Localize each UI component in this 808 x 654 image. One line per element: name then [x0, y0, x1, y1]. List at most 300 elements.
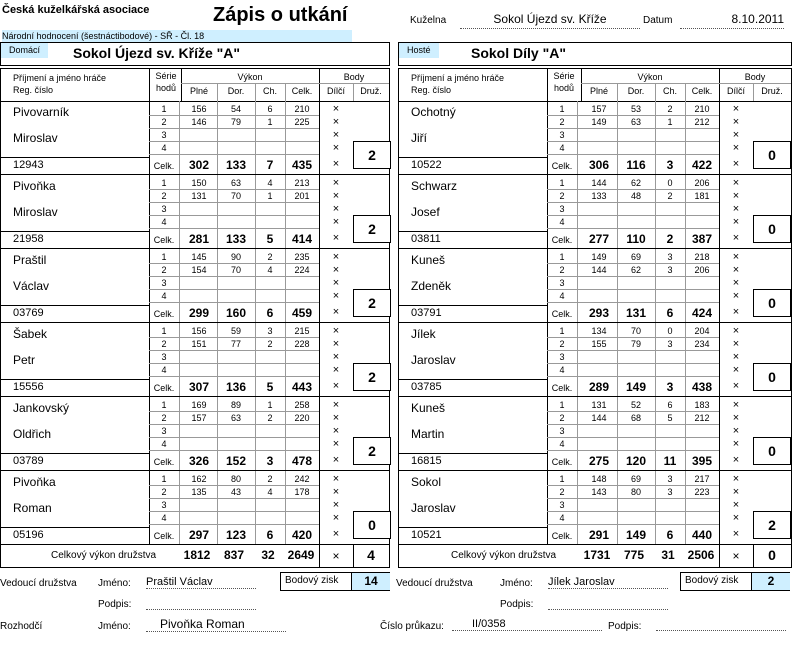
home-series-num: 4 — [161, 217, 167, 227]
home-series-dor: 54 — [230, 104, 241, 114]
guest-player-block — [399, 397, 791, 471]
guest-dilci-x: × — [732, 290, 740, 302]
guest-series-plne: 149 — [591, 117, 607, 127]
guest-celk-label: Celk. — [551, 161, 573, 171]
guest-dilci-x: × — [732, 158, 740, 170]
guest-player-first: Jiří — [411, 131, 427, 145]
home-team-box — [0, 42, 390, 66]
home-series-celk: 210 — [294, 104, 310, 114]
home-player-reg: 05196 — [13, 529, 44, 541]
home-player-last: Praštil — [13, 253, 47, 267]
home-dilci-x: × — [332, 264, 340, 276]
guest-series-plne: 144 — [591, 265, 607, 275]
home-series-num: 3 — [161, 204, 167, 214]
guest-team-name: Sokol Díly "A" — [471, 45, 566, 61]
referee-signature-field — [656, 618, 786, 631]
guest-total-celk: 438 — [691, 380, 713, 394]
home-dilci-x: × — [332, 232, 340, 244]
home-total-celk: 435 — [291, 158, 313, 172]
home-series-celk: 228 — [294, 339, 310, 349]
guest-total-celk: 424 — [691, 306, 713, 320]
home-series-dor: 63 — [230, 413, 241, 423]
home-player-block — [1, 397, 389, 471]
guest-series-dor: 68 — [630, 413, 641, 423]
guest-player-first: Jaroslav — [411, 353, 456, 367]
referee-card: II/0358 — [452, 618, 602, 631]
home-player-last: Pivoňka — [13, 475, 56, 489]
guest-player-first: Martin — [411, 427, 445, 441]
home-dilci-x: × — [332, 325, 340, 337]
home-series-ch: 2 — [267, 252, 273, 262]
home-dilci-x: × — [332, 129, 340, 141]
guest-series-plne: 143 — [591, 487, 607, 497]
guest-series-celk: 234 — [694, 339, 710, 349]
home-sum-dor: 837 — [223, 548, 245, 562]
guest-player-block — [399, 175, 791, 249]
home-total-celk: 414 — [291, 232, 313, 246]
guest-dilci-x: × — [732, 264, 740, 276]
guest-total-plne: 306 — [588, 158, 610, 172]
home-player-reg: 15556 — [13, 381, 44, 393]
guest-summary-label: Celkový výkon družstva — [451, 550, 557, 561]
home-dilci-x: × — [332, 351, 340, 363]
home-total-celk: 459 — [291, 306, 313, 320]
guest-series-dor: 70 — [630, 326, 641, 336]
guest-series-ch: 5 — [667, 413, 673, 423]
home-series-plne: 146 — [191, 117, 207, 127]
home-col-celk: Celk. — [291, 86, 313, 96]
guest-bodovy-value: 2 — [751, 573, 790, 590]
guest-player-first: Zdeněk — [411, 279, 452, 293]
home-total-ch: 5 — [266, 232, 274, 246]
home-series-celk: 235 — [294, 252, 310, 262]
guest-dilci-x: × — [732, 364, 740, 376]
guest-dilci-x: × — [732, 351, 740, 363]
home-player-points: 2 — [353, 363, 391, 391]
home-celk-label: Celk. — [153, 235, 175, 245]
guest-series-plne: 155 — [591, 339, 607, 349]
guest-player-last: Jílek — [411, 327, 436, 341]
guest-series-num: 4 — [559, 217, 565, 227]
home-player-reg: 12943 — [13, 159, 44, 171]
guest-total-ch: 2 — [666, 232, 674, 246]
home-col-reg: Reg. číslo — [13, 85, 54, 95]
home-series-ch: 2 — [267, 413, 273, 423]
referee-label: Rozhodčí — [0, 621, 43, 632]
guest-total-dor: 131 — [625, 306, 647, 320]
home-dilci-x: × — [332, 203, 340, 215]
guest-dilci-x: × — [732, 190, 740, 202]
guest-total-dor: 116 — [626, 158, 646, 172]
home-dilci-x: × — [332, 277, 340, 289]
guest-series-ch: 3 — [667, 339, 673, 349]
guest-player-points: 0 — [753, 215, 791, 243]
home-series-num: 1 — [161, 326, 167, 336]
home-dilci-x: × — [332, 116, 340, 128]
home-dilci-x: × — [332, 158, 340, 170]
home-celk-label: Celk. — [153, 161, 175, 171]
home-player-reg: 03769 — [13, 307, 44, 319]
guest-total-dor: 149 — [625, 380, 647, 394]
home-dilci-x: × — [332, 486, 340, 498]
guest-series-ch: 6 — [667, 400, 673, 410]
home-dilci-x: × — [332, 412, 340, 424]
home-player-last: Šabek — [13, 327, 48, 341]
guest-series-celk: 206 — [694, 265, 710, 275]
guest-player-points: 2 — [753, 511, 791, 539]
guest-dilci-x: × — [732, 499, 740, 511]
guest-dilci-x: × — [732, 232, 740, 244]
home-series-dor: 43 — [230, 487, 241, 497]
home-player-block — [1, 471, 389, 545]
guest-total-plne: 291 — [588, 528, 610, 542]
referee-name: Pivoňka Roman — [146, 617, 286, 632]
home-series-plne: 154 — [191, 265, 207, 275]
guest-series-num: 3 — [559, 426, 565, 436]
home-series-plne: 156 — [191, 104, 207, 114]
home-series-num: 1 — [161, 400, 167, 410]
home-dilci-x: × — [332, 216, 340, 228]
home-sum-ch: 32 — [261, 548, 275, 562]
home-series-plne: 156 — [191, 326, 207, 336]
home-dilci-x: × — [332, 499, 340, 511]
guest-player-reg: 03791 — [411, 307, 442, 319]
guest-sum-x: × — [732, 549, 740, 563]
guest-player-reg: 10522 — [411, 159, 442, 171]
home-series-ch: 1 — [267, 117, 273, 127]
home-col-dilci: Dílčí — [327, 86, 345, 96]
guest-total-plne: 289 — [588, 380, 610, 394]
home-tag: Domácí — [1, 43, 48, 58]
guest-bodovy-box — [680, 572, 790, 591]
guest-col-ch: Ch. — [662, 86, 677, 96]
home-player-block — [1, 323, 389, 397]
date-value: 8.10.2011 — [680, 12, 784, 29]
home-dilci-x: × — [332, 190, 340, 202]
guest-series-plne: 133 — [591, 191, 607, 201]
home-dilci-x: × — [332, 306, 340, 318]
home-series-num: 3 — [161, 500, 167, 510]
home-series-celk: 220 — [294, 413, 310, 423]
home-series-num: 4 — [161, 439, 167, 449]
home-series-dor: 90 — [230, 252, 241, 262]
home-col-vykon: Výkon — [237, 72, 263, 82]
home-player-block — [1, 249, 389, 323]
referee-card-label: Číslo průkazu: — [380, 621, 444, 632]
home-total-ch: 3 — [266, 454, 274, 468]
date-label: Datum — [643, 15, 673, 26]
guest-series-celk: 218 — [694, 252, 710, 262]
guest-series-dor: 69 — [630, 252, 641, 262]
home-celk-label: Celk. — [153, 383, 175, 393]
home-player-first: Petr — [13, 353, 36, 367]
guest-series-num: 4 — [559, 143, 565, 153]
guest-player-first: Josef — [411, 205, 440, 219]
home-celk-label: Celk. — [153, 309, 175, 319]
home-col-player: Příjmení a jméno hráče — [13, 73, 107, 83]
home-sum-x: × — [332, 549, 340, 563]
guest-series-celk: 204 — [694, 326, 710, 336]
home-series-dor: 59 — [230, 326, 241, 336]
guest-series-celk: 212 — [694, 413, 710, 423]
home-series-ch: 2 — [267, 339, 273, 349]
home-series-plne: 157 — [191, 413, 207, 423]
guest-total-ch: 11 — [663, 454, 677, 468]
guest-series-plne: 149 — [591, 252, 607, 262]
home-header — [1, 69, 389, 102]
guest-total-plne: 277 — [588, 232, 610, 246]
home-col-series1: Série — [155, 71, 177, 81]
guest-series-plne: 144 — [591, 413, 607, 423]
home-player-first: Václav — [13, 279, 50, 293]
home-dilci-x: × — [332, 103, 340, 115]
home-podpis-label: Podpis: — [98, 599, 132, 610]
guest-dilci-x: × — [732, 380, 740, 392]
home-series-plne: 131 — [191, 191, 207, 201]
guest-dilci-x: × — [732, 177, 740, 189]
home-total-dor: 123 — [225, 528, 247, 542]
home-series-celk: 224 — [294, 265, 310, 275]
guest-player-last: Kuneš — [411, 401, 446, 415]
guest-player-block — [399, 471, 791, 545]
guest-col-series1: Série — [553, 71, 575, 81]
home-leader-label: Vedoucí družstva — [0, 578, 77, 589]
home-series-ch: 4 — [267, 178, 273, 188]
home-bodovy-label: Bodový zisk — [285, 575, 339, 586]
home-series-dor: 89 — [230, 400, 241, 410]
rating-subtitle: Národní hodnocení (šestnáctibodové) - SŘ - Čl. 18 — [2, 30, 352, 43]
guest-series-celk: 210 — [694, 104, 710, 114]
guest-series-dor: 69 — [630, 474, 641, 484]
home-player-first: Oldřich — [13, 427, 52, 441]
guest-player-block — [399, 249, 791, 323]
referee-jmeno-label: Jméno: — [98, 621, 131, 632]
home-team-name: Sokol Újezd sv. Kříže "A" — [73, 45, 241, 61]
guest-dilci-x: × — [732, 338, 740, 350]
home-series-num: 2 — [161, 117, 167, 127]
home-series-num: 2 — [161, 487, 167, 497]
home-total-ch: 7 — [266, 158, 274, 172]
guest-series-ch: 0 — [667, 326, 673, 336]
home-series-plne: 169 — [191, 400, 207, 410]
home-dilci-x: × — [332, 425, 340, 437]
guest-bodovy-label: Bodový zisk — [685, 575, 739, 586]
home-player-points: 2 — [353, 437, 391, 465]
guest-dilci-x: × — [732, 116, 740, 128]
home-series-num: 2 — [161, 339, 167, 349]
referee-podpis-label: Podpis: — [608, 621, 642, 632]
guest-total-dor: 110 — [626, 232, 646, 246]
guest-celk-label: Celk. — [551, 457, 573, 467]
home-total-plne: 326 — [188, 454, 210, 468]
home-series-plne: 135 — [191, 487, 207, 497]
guest-dilci-x: × — [732, 399, 740, 411]
guest-series-celk: 217 — [694, 474, 710, 484]
guest-total-ch: 3 — [666, 158, 674, 172]
home-leader-name: Praštil Václav — [146, 576, 256, 589]
guest-col-dilci: Dílčí — [727, 86, 745, 96]
home-player-block — [1, 101, 389, 175]
home-series-dor: 63 — [230, 178, 241, 188]
guest-tag: Hosté — [399, 43, 439, 58]
home-series-ch: 4 — [267, 487, 273, 497]
guest-col-body: Body — [744, 72, 766, 82]
home-series-celk: 215 — [294, 326, 310, 336]
guest-series-num: 3 — [559, 352, 565, 362]
guest-series-num: 2 — [559, 265, 565, 275]
guest-player-reg: 10521 — [411, 529, 442, 541]
home-panel — [0, 68, 390, 546]
home-celk-label: Celk. — [153, 531, 175, 541]
home-player-reg: 03789 — [13, 455, 44, 467]
home-series-plne: 150 — [191, 178, 207, 188]
guest-series-ch: 3 — [667, 487, 673, 497]
home-series-dor: 77 — [230, 339, 241, 349]
home-player-first: Miroslav — [13, 205, 58, 219]
guest-player-block — [399, 101, 791, 175]
guest-dilci-x: × — [732, 142, 740, 154]
home-bodovy-value: 14 — [351, 573, 390, 590]
guest-total-celk: 422 — [691, 158, 713, 172]
home-total-dor: 136 — [225, 380, 247, 394]
guest-series-ch: 2 — [667, 104, 673, 114]
guest-celk-label: Celk. — [551, 235, 573, 245]
home-series-celk: 242 — [294, 474, 310, 484]
home-dilci-x: × — [332, 399, 340, 411]
home-sum-celk: 2649 — [287, 548, 315, 562]
guest-sum-plne: 1731 — [583, 548, 611, 562]
home-series-ch: 3 — [267, 326, 273, 336]
guest-series-num: 1 — [559, 474, 565, 484]
home-col-druz: Druž. — [360, 86, 382, 96]
guest-sum-celk: 2506 — [687, 548, 715, 562]
guest-player-first: Jaroslav — [411, 501, 456, 515]
guest-series-celk: 206 — [694, 178, 710, 188]
guest-col-vykon: Výkon — [637, 72, 663, 82]
guest-series-num: 3 — [559, 204, 565, 214]
guest-series-plne: 148 — [591, 474, 607, 484]
home-series-celk: 225 — [294, 117, 310, 127]
guest-series-num: 3 — [559, 278, 565, 288]
home-series-dor: 80 — [230, 474, 241, 484]
home-dilci-x: × — [332, 438, 340, 450]
guest-leader-label: Vedoucí družstva — [396, 578, 473, 589]
guest-total-plne: 275 — [588, 454, 610, 468]
home-player-points: 2 — [353, 289, 391, 317]
home-sum-pts: 4 — [367, 547, 375, 563]
guest-dilci-x: × — [732, 325, 740, 337]
home-dilci-x: × — [332, 142, 340, 154]
guest-series-ch: 3 — [667, 252, 673, 262]
home-series-num: 4 — [161, 513, 167, 523]
home-total-celk: 478 — [291, 454, 313, 468]
guest-series-dor: 79 — [630, 339, 641, 349]
guest-player-reg: 03785 — [411, 381, 442, 393]
home-series-ch: 1 — [267, 400, 273, 410]
home-player-last: Pivovarník — [13, 105, 70, 119]
home-celk-label: Celk. — [153, 457, 175, 467]
guest-sum-ch: 31 — [661, 548, 675, 562]
guest-dilci-x: × — [732, 103, 740, 115]
home-series-celk: 213 — [294, 178, 310, 188]
guest-series-num: 4 — [559, 291, 565, 301]
guest-series-num: 1 — [559, 326, 565, 336]
guest-series-ch: 0 — [667, 178, 673, 188]
guest-series-num: 2 — [559, 117, 565, 127]
guest-dilci-x: × — [732, 251, 740, 263]
guest-series-num: 2 — [559, 413, 565, 423]
home-series-ch: 2 — [267, 474, 273, 484]
home-series-dor: 79 — [230, 117, 241, 127]
guest-series-dor: 62 — [630, 178, 641, 188]
guest-series-plne: 134 — [591, 326, 607, 336]
home-dilci-x: × — [332, 251, 340, 263]
home-player-last: Jankovský — [13, 401, 70, 415]
guest-series-celk: 181 — [694, 191, 710, 201]
guest-series-num: 1 — [559, 178, 565, 188]
home-series-dor: 70 — [230, 265, 241, 275]
guest-celk-label: Celk. — [551, 383, 573, 393]
home-series-plne: 145 — [191, 252, 207, 262]
home-total-plne: 302 — [188, 158, 210, 172]
guest-col-celk: Celk. — [691, 86, 713, 96]
home-total-plne: 299 — [188, 306, 210, 320]
guest-series-num: 4 — [559, 513, 565, 523]
home-dilci-x: × — [332, 473, 340, 485]
guest-dilci-x: × — [732, 277, 740, 289]
home-series-celk: 201 — [294, 191, 310, 201]
guest-total-celk: 395 — [691, 454, 713, 468]
home-dilci-x: × — [332, 177, 340, 189]
guest-series-dor: 48 — [630, 191, 641, 201]
guest-jmeno-label: Jméno: — [500, 578, 533, 589]
home-summary — [0, 544, 390, 568]
guest-total-celk: 440 — [691, 528, 713, 542]
home-series-ch: 4 — [267, 265, 273, 275]
guest-series-dor: 52 — [630, 400, 641, 410]
guest-dilci-x: × — [732, 486, 740, 498]
guest-series-ch: 3 — [667, 474, 673, 484]
guest-total-celk: 387 — [691, 232, 713, 246]
guest-total-ch: 3 — [666, 380, 674, 394]
home-total-celk: 420 — [291, 528, 313, 542]
guest-header — [399, 69, 791, 102]
home-total-ch: 6 — [266, 306, 274, 320]
home-col-plne: Plné — [189, 86, 208, 96]
home-dilci-x: × — [332, 512, 340, 524]
home-dilci-x: × — [332, 454, 340, 466]
guest-series-ch: 3 — [667, 265, 673, 275]
guest-total-ch: 6 — [666, 528, 674, 542]
home-series-ch: 1 — [267, 191, 273, 201]
home-dilci-x: × — [332, 528, 340, 540]
guest-sum-pts: 0 — [768, 547, 776, 563]
home-total-plne: 297 — [188, 528, 210, 542]
guest-player-block — [399, 323, 791, 397]
home-dilci-x: × — [332, 338, 340, 350]
guest-series-celk: 183 — [694, 400, 710, 410]
home-series-dor: 70 — [230, 191, 241, 201]
home-total-dor: 133 — [225, 232, 247, 246]
guest-series-num: 2 — [559, 191, 565, 201]
home-series-plne: 162 — [191, 474, 207, 484]
guest-celk-label: Celk. — [551, 309, 573, 319]
home-player-block — [1, 175, 389, 249]
guest-col-reg: Reg. číslo — [411, 85, 452, 95]
home-jmeno-label: Jméno: — [98, 578, 131, 589]
guest-player-last: Kuneš — [411, 253, 446, 267]
guest-col-dor: Dor. — [627, 86, 645, 96]
